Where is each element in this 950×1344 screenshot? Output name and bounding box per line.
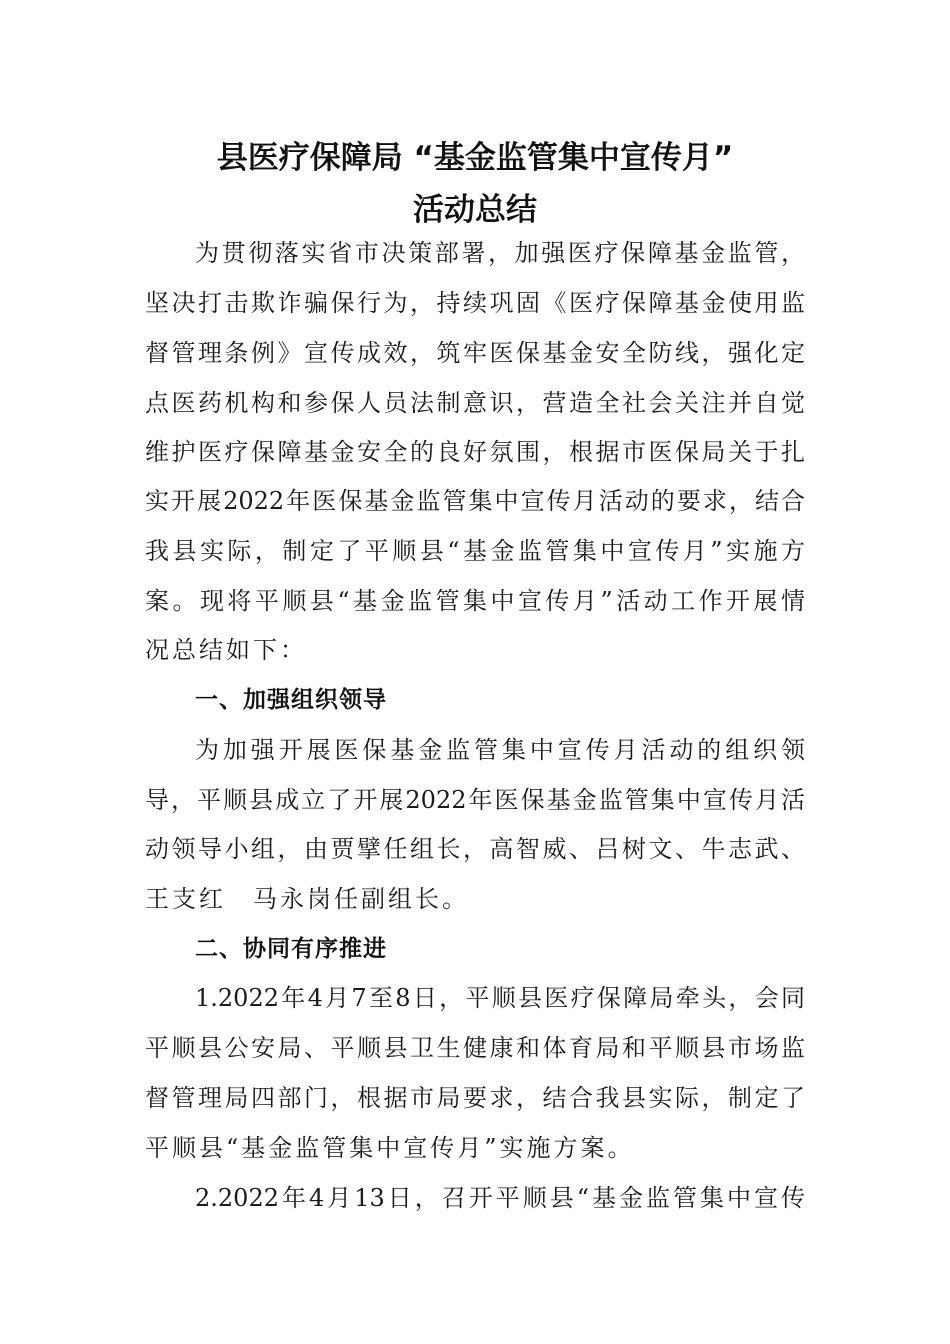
section-1-line-3: 动领导小组，由贾擘任组长，高智威、吕树文、牛志武、 <box>145 835 805 863</box>
section-2-heading: 二、协同有序推进 <box>195 936 387 962</box>
intro-line-4: 点医药机构和参保人员法制意识，营造全社会关注并自觉 <box>145 389 805 417</box>
intro-line-1: 为贯彻落实省市决策部署，加强医疗保障基金监管， <box>195 239 805 267</box>
section-1-line-2: 导，平顺县成立了开展2022年医保基金监管集中宣传月活 <box>145 786 805 814</box>
intro-line-6: 实开展2022年医保基金监管集中宣传月活动的要求，结合 <box>145 487 805 515</box>
intro-line-9: 况总结如下： <box>145 636 307 664</box>
section-2-item-1-line-1: 1.2022年4月7至8日，平顺县医疗保障局牵头，会同 <box>195 984 805 1012</box>
section-2-item-2-line-1: 2.2022年4月13日，召开平顺县“基金监管集中宣传 <box>195 1184 805 1212</box>
section-1-line-4: 王支红 马永岗任副组长。 <box>145 885 469 913</box>
intro-line-8: 案。现将平顺县“基金监管集中宣传月”活动工作开展情 <box>145 587 805 615</box>
intro-line-3: 督管理条例》宣传成效，筑牢医保基金安全防线，强化定 <box>145 339 805 367</box>
intro-line-7: 我县实际，制定了平顺县“基金监管集中宣传月”实施方 <box>145 537 805 565</box>
intro-line-2: 坚决打击欺诈骗保行为，持续巩固《医疗保障基金使用监 <box>145 289 805 317</box>
section-2-item-1-line-4: 平顺县“基金监管集中宣传月”实施方案。 <box>145 1134 635 1162</box>
document-title-line-2: 活动总结 <box>413 192 537 228</box>
document-title-line-1: 县医疗保障局 “基金监管集中宣传月” <box>216 140 734 176</box>
intro-line-5: 维护医疗保障基金安全的良好氛围，根据市医保局关于扎 <box>145 438 805 466</box>
section-1-heading: 一、加强组织领导 <box>195 687 387 713</box>
section-2-item-1-line-2: 平顺县公安局、平顺县卫生健康和体育局和平顺县市场监 <box>145 1034 805 1062</box>
section-2-item-1-line-3: 督管理局四部门，根据市局要求，结合我县实际，制定了 <box>145 1084 805 1112</box>
section-1-line-1: 为加强开展医保基金监管集中宣传月活动的组织领 <box>195 736 805 764</box>
